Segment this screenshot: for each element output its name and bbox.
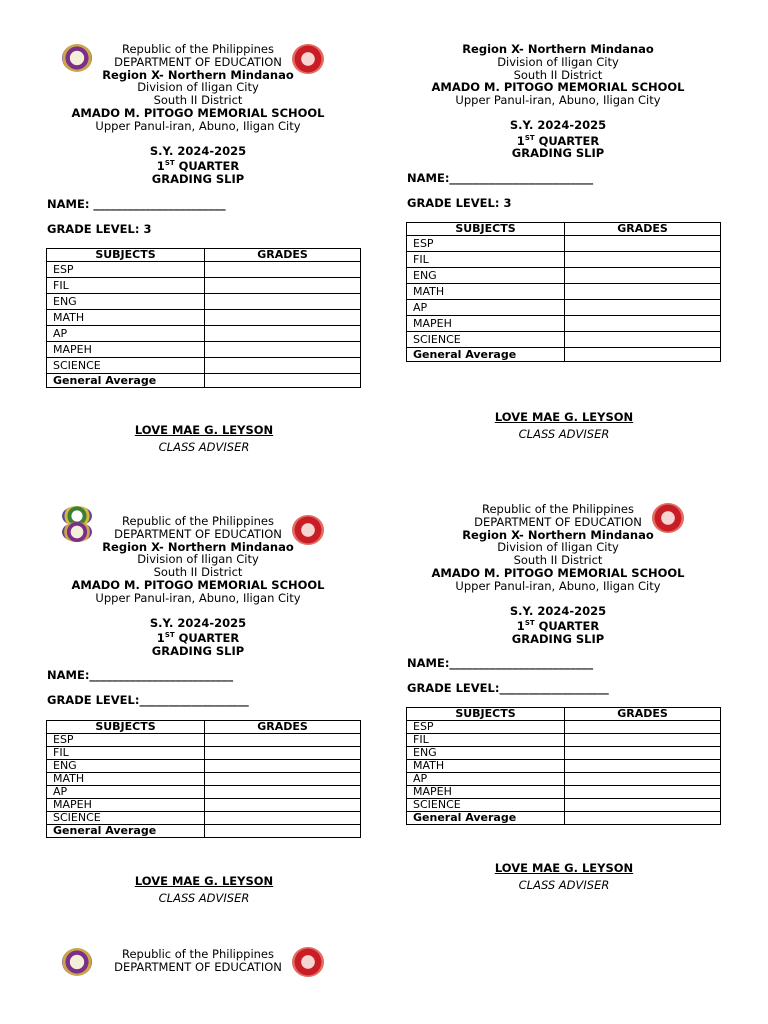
- grade-cell[interactable]: [565, 268, 721, 284]
- grade-cell[interactable]: [565, 760, 721, 773]
- slip-header: [48, 515, 348, 658]
- grade-cell[interactable]: [205, 294, 361, 310]
- col-subjects: SUBJECTS: [47, 249, 205, 262]
- slip-header: [48, 948, 348, 974]
- general-average-label: General Average: [407, 812, 565, 825]
- grade-level-field[interactable]: GRADE LEVEL:___________________: [407, 681, 609, 695]
- header-line: Republic of the Philippines: [121, 947, 275, 961]
- subject-cell: AP: [47, 326, 205, 342]
- header-line: Republic of the Philippines: [121, 42, 275, 56]
- col-grades: GRADES: [565, 223, 721, 236]
- adviser-role: CLASS ADVISER: [518, 878, 610, 892]
- header-line: DEPARTMENT OF EDUCATION: [114, 526, 282, 541]
- grades-table: [406, 222, 721, 362]
- grade-level-field[interactable]: GRADE LEVEL:___________________: [47, 693, 249, 707]
- general-average-label: General Average: [47, 374, 205, 388]
- header-line: Division of Iligan City: [497, 54, 619, 69]
- grades-table: [46, 720, 361, 838]
- subject-cell: SCIENCE: [47, 358, 205, 374]
- grade-level-field[interactable]: GRADE LEVEL: 3: [407, 196, 512, 210]
- grade-cell[interactable]: [205, 342, 361, 358]
- grading-slip-1: [0, 0, 384, 470]
- adviser-name: LOVE MAE G. LEYSON: [134, 874, 274, 888]
- slip-title: GRADING SLIP: [151, 172, 245, 186]
- subject-cell: MATH: [47, 310, 205, 326]
- subject-cell: AP: [407, 300, 565, 316]
- school-year: S.Y. 2024-2025: [509, 603, 607, 618]
- grade-cell[interactable]: [205, 358, 361, 374]
- subject-cell: SCIENCE: [47, 812, 205, 825]
- slip-title: GRADING SLIP: [511, 632, 605, 646]
- header-line: Region X- Northern Mindanao: [462, 42, 654, 56]
- subject-cell: AP: [407, 773, 565, 786]
- grade-cell[interactable]: [565, 332, 721, 348]
- col-grades: GRADES: [205, 249, 361, 262]
- school-address: Upper Panul-iran, Abuno, Iligan City: [455, 578, 661, 593]
- adviser-name: LOVE MAE G. LEYSON: [134, 423, 274, 437]
- header-line: Region X- Northern Mindanao: [102, 67, 294, 82]
- grade-cell[interactable]: [205, 734, 361, 747]
- adviser-name: LOVE MAE G. LEYSON: [494, 861, 634, 875]
- quarter: 1ST QUARTER: [156, 159, 240, 174]
- adviser-signature: [104, 423, 304, 454]
- grade-cell[interactable]: [565, 316, 721, 332]
- col-subjects: SUBJECTS: [47, 721, 205, 734]
- general-average-label: General Average: [47, 825, 205, 838]
- header-line: Division of Iligan City: [137, 80, 259, 95]
- slip-title: GRADING SLIP: [511, 146, 605, 161]
- grade-cell[interactable]: [565, 786, 721, 799]
- header-line: DEPARTMENT OF EDUCATION: [114, 959, 282, 974]
- slip-header: [408, 43, 708, 160]
- grade-cell[interactable]: [205, 786, 361, 799]
- header-line: South II District: [153, 565, 243, 580]
- school-name: AMADO M. PITOGO MEMORIAL SCHOOL: [71, 105, 325, 120]
- grade-cell[interactable]: [565, 734, 721, 747]
- subject-cell: MATH: [407, 284, 565, 300]
- name-field[interactable]: NAME:_________________________: [407, 171, 594, 185]
- grading-slip-4: [384, 470, 768, 930]
- grade-cell[interactable]: [205, 747, 361, 760]
- adviser-role: CLASS ADVISER: [518, 427, 610, 441]
- grade-cell[interactable]: [565, 300, 721, 316]
- quarter: 1ST QUARTER: [516, 133, 600, 148]
- school-year: S.Y. 2024-2025: [509, 117, 607, 132]
- header-line: DEPARTMENT OF EDUCATION: [114, 54, 282, 69]
- subject-cell: MAPEH: [47, 799, 205, 812]
- grade-cell[interactable]: [205, 262, 361, 278]
- general-average-cell[interactable]: [565, 812, 721, 825]
- adviser-role: CLASS ADVISER: [158, 891, 250, 905]
- quarter: 1ST QUARTER: [516, 619, 600, 634]
- grade-cell[interactable]: [205, 812, 361, 825]
- school-name: AMADO M. PITOGO MEMORIAL SCHOOL: [71, 577, 325, 592]
- subject-cell: ENG: [47, 294, 205, 310]
- col-subjects: SUBJECTS: [407, 223, 565, 236]
- grade-cell[interactable]: [205, 760, 361, 773]
- school-address: Upper Panul-iran, Abuno, Iligan City: [455, 93, 661, 108]
- general-average-cell[interactable]: [205, 374, 361, 388]
- header-line: South II District: [513, 553, 603, 568]
- subject-cell: FIL: [407, 252, 565, 268]
- grading-slip-2: [384, 0, 768, 470]
- slip-header: [408, 503, 708, 646]
- slip-title: GRADING SLIP: [151, 644, 245, 658]
- header-line: Region X- Northern Mindanao: [462, 527, 654, 542]
- subject-cell: MATH: [47, 773, 205, 786]
- header-line: Republic of the Philippines: [121, 514, 275, 528]
- subject-cell: AP: [47, 786, 205, 799]
- grade-cell[interactable]: [205, 310, 361, 326]
- subject-cell: ESP: [47, 262, 205, 278]
- header-line: Region X- Northern Mindanao: [102, 539, 294, 554]
- grade-cell[interactable]: [565, 773, 721, 786]
- subject-cell: FIL: [407, 734, 565, 747]
- header-line: Division of Iligan City: [497, 540, 619, 555]
- adviser-name: LOVE MAE G. LEYSON: [494, 410, 634, 424]
- grade-cell[interactable]: [205, 278, 361, 294]
- subject-cell: ESP: [407, 721, 565, 734]
- quarter: 1ST QUARTER: [156, 631, 240, 646]
- school-year: S.Y. 2024-2025: [149, 143, 247, 158]
- col-subjects: SUBJECTS: [407, 708, 565, 721]
- grading-slip-5-partial: [0, 930, 384, 1024]
- adviser-signature: [104, 874, 304, 905]
- general-average-cell[interactable]: [565, 348, 721, 362]
- grade-level-field[interactable]: GRADE LEVEL: 3: [47, 222, 152, 236]
- subject-cell: SCIENCE: [407, 799, 565, 812]
- subject-cell: ENG: [47, 760, 205, 773]
- col-grades: GRADES: [205, 721, 361, 734]
- subject-cell: ESP: [407, 236, 565, 252]
- slip-header: [48, 43, 348, 186]
- school-address: Upper Panul-iran, Abuno, Iligan City: [95, 118, 301, 133]
- subject-cell: ENG: [407, 747, 565, 760]
- header-line: Republic of the Philippines: [481, 502, 635, 516]
- subject-cell: MATH: [407, 760, 565, 773]
- general-average-label: General Average: [407, 348, 565, 362]
- adviser-signature: [464, 861, 664, 892]
- general-average-cell[interactable]: [205, 825, 361, 838]
- grade-cell[interactable]: [565, 236, 721, 252]
- header-line: South II District: [513, 67, 603, 82]
- school-year: S.Y. 2024-2025: [149, 615, 247, 630]
- grade-cell[interactable]: [565, 747, 721, 760]
- subject-cell: ENG: [407, 268, 565, 284]
- name-field[interactable]: NAME:_________________________: [407, 656, 594, 670]
- header-line: Division of Iligan City: [137, 552, 259, 567]
- school-name: AMADO M. PITOGO MEMORIAL SCHOOL: [431, 565, 685, 580]
- header-line: South II District: [153, 93, 243, 108]
- grade-cell[interactable]: [205, 799, 361, 812]
- grade-cell[interactable]: [205, 773, 361, 786]
- grade-cell[interactable]: [205, 326, 361, 342]
- subject-cell: MAPEH: [47, 342, 205, 358]
- grade-cell[interactable]: [565, 252, 721, 268]
- grade-cell[interactable]: [565, 799, 721, 812]
- col-grades: GRADES: [565, 708, 721, 721]
- header-line: DEPARTMENT OF EDUCATION: [474, 514, 642, 529]
- subject-cell: FIL: [47, 278, 205, 294]
- grades-table: [46, 248, 361, 388]
- subject-cell: SCIENCE: [407, 332, 565, 348]
- subject-cell: MAPEH: [407, 316, 565, 332]
- grade-cell[interactable]: [565, 721, 721, 734]
- school-name: AMADO M. PITOGO MEMORIAL SCHOOL: [431, 80, 685, 95]
- subject-cell: ESP: [47, 734, 205, 747]
- grade-cell[interactable]: [565, 284, 721, 300]
- grading-slip-3: [0, 470, 384, 930]
- adviser-signature: [464, 410, 664, 441]
- name-field[interactable]: NAME: _______________________: [47, 197, 226, 211]
- name-field[interactable]: NAME:_________________________: [47, 668, 234, 682]
- subject-cell: MAPEH: [407, 786, 565, 799]
- grades-table: [406, 707, 721, 825]
- school-address: Upper Panul-iran, Abuno, Iligan City: [95, 590, 301, 605]
- subject-cell: FIL: [47, 747, 205, 760]
- adviser-role: CLASS ADVISER: [158, 440, 250, 454]
